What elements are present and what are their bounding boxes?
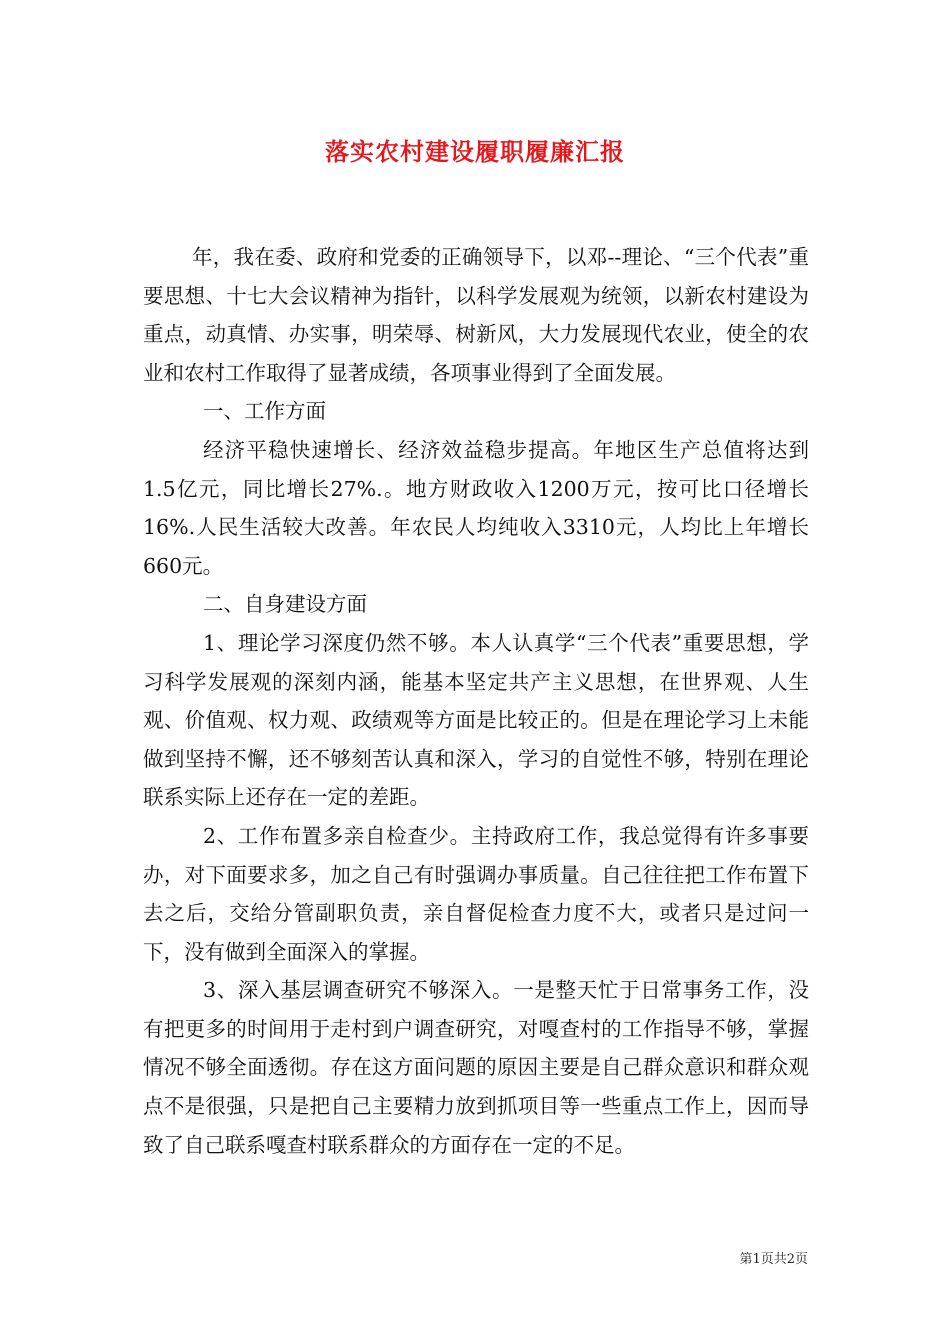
work-paragraph: 经济平稳快速增长、经济效益稳步提高。年地区生产总值将达到1.5亿元，同比增长27%.。地方财政收入1200万元，按可比口径增长16%.人民生活较大改善。年农民人均纯收入3310元，人均比上年增长660元。 bbox=[143, 437, 809, 578]
document-body bbox=[143, 238, 809, 1164]
document-title: 落实农村建设履职履廉汇报 bbox=[325, 137, 625, 166]
intro-paragraph: 年，我在委、政府和党委的正确领导下，以邓--理论、“三个代表”重要思想、十七大会议精神为指针，以科学发展观为统领，以新农村建设为重点，动真情、办实事，明荣辱、树新风，大力发展现代农业，使全的农业和农村工作取得了显著成绩，各项事业得到了全面发展。 bbox=[143, 245, 809, 385]
item-paragraph-2: 2、工作布置多亲自检查少。主持政府工作，我总觉得有许多事要办，对下面要求多，加之自己有时强调办事质量。自己往往把工作布置下去之后，交给分管副职负责，亲自督促检查力度不大，或者只是过问一下，没有做到全面深入的掌握。 bbox=[143, 823, 809, 964]
page-indicator: 第1页共2页 bbox=[739, 1252, 808, 1267]
item-paragraph-1: 1、理论学习深度仍然不够。本人认真学“三个代表”重要思想，学习科学发展观的深刻内涵，能基本坚定共产主义思想，在世界观、人生观、价值观、权力观、政绩观等方面是比较正的。但是在理论学习上未能做到坚持不懈，还不够刻苦认真和深入，学习的自觉性不够，特别在理论联系实际上还存在一定的差距。 bbox=[143, 630, 809, 810]
item-paragraph-3: 3、深入基层调查研究不够深入。一是整天忙于日常事务工作，没有把更多的时间用于走村到户调查研究，对嘎查村的工作指导不够，掌握情况不够全面透彻。存在这方面问题的原因主要是自己群众意识和群众观点不是很强，只是把自己主要精力放到抓项目等一些重点工作上，因而导致了自己联系嘎查村联系群众的方面存在一定的不足。 bbox=[143, 978, 809, 1157]
section-heading-self-building: 二、自身建设方面 bbox=[203, 592, 367, 617]
section-heading-work: 一、工作方面 bbox=[203, 399, 326, 424]
